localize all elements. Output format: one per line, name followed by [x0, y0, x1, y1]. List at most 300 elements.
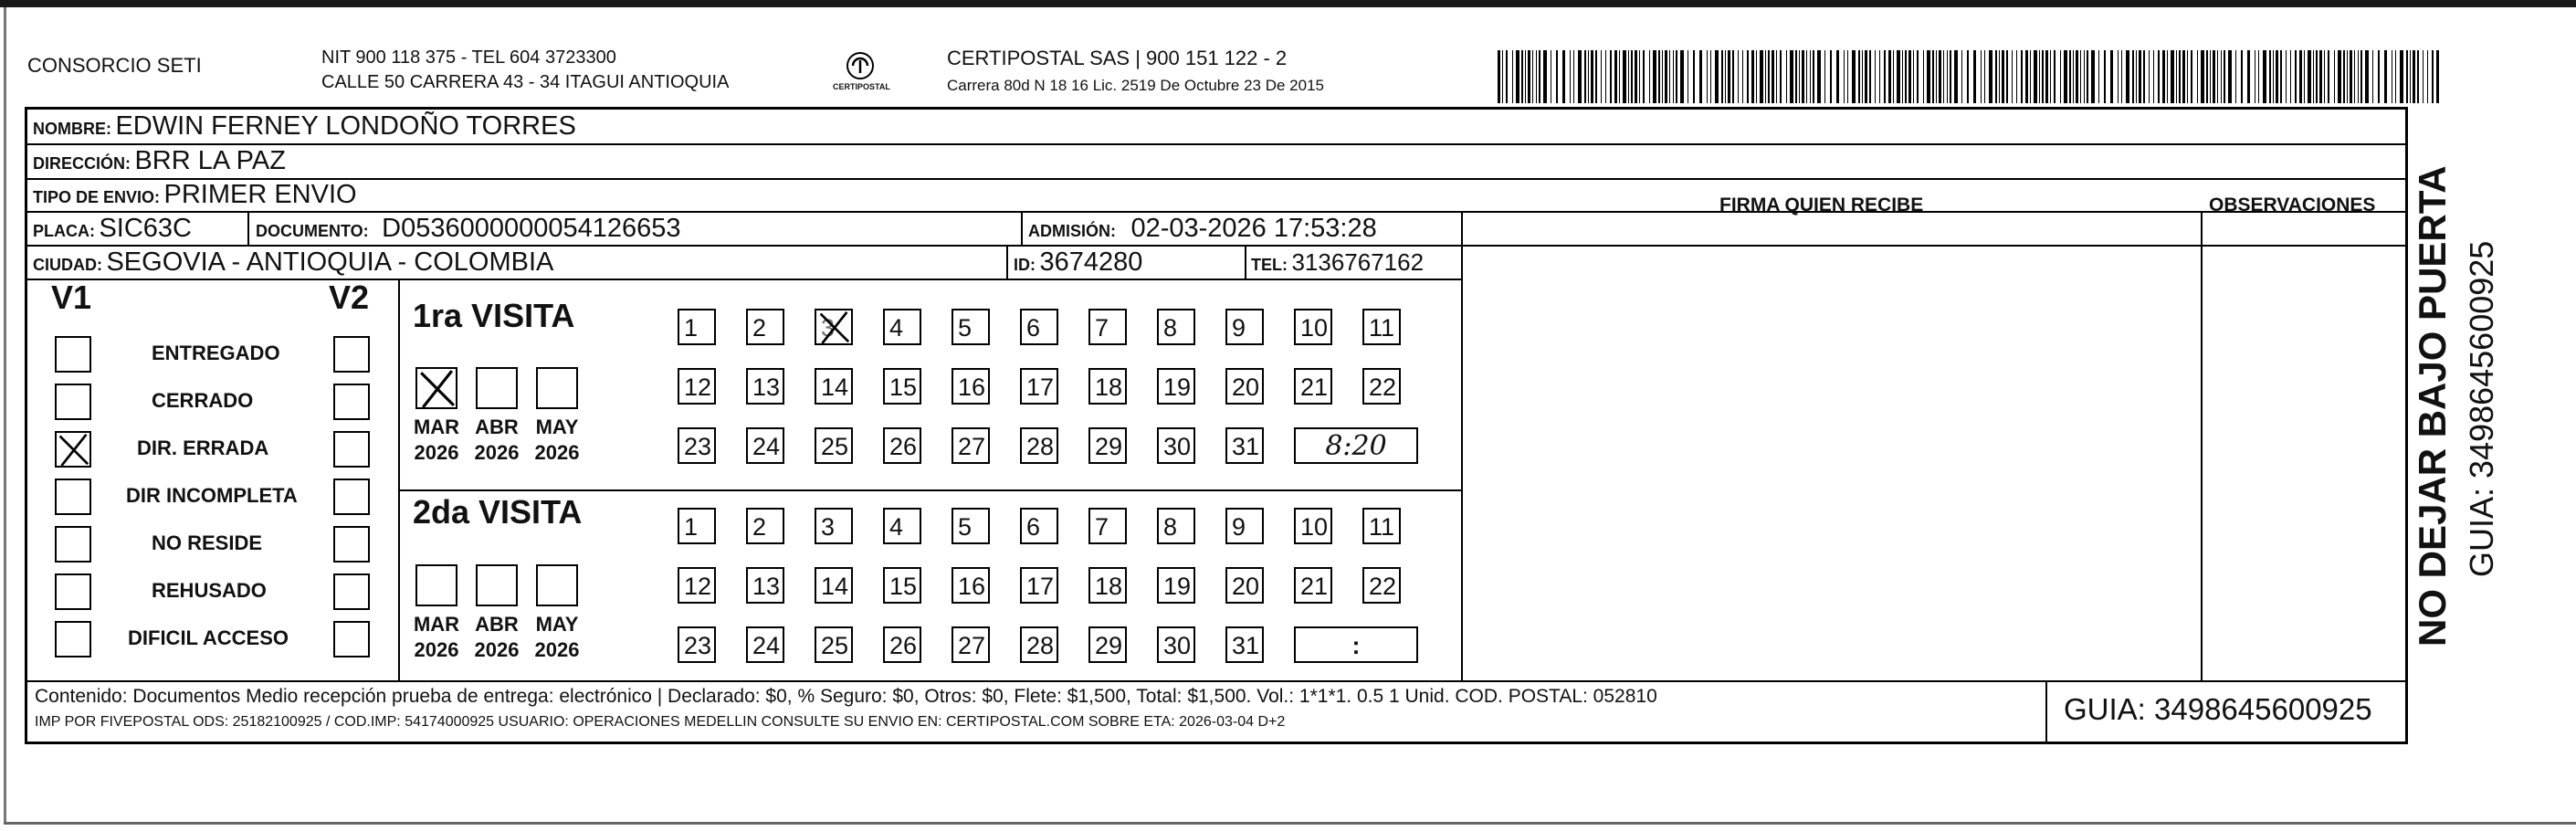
barcode-bar	[1653, 50, 1656, 103]
day-box[interactable]	[883, 368, 921, 405]
barcode-bar	[1628, 50, 1629, 103]
day-box[interactable]	[1088, 567, 1127, 604]
barcode-bar	[2158, 50, 2160, 103]
day-number: 27	[958, 632, 986, 659]
day-number: 5	[958, 513, 973, 541]
day-number: 6	[1026, 513, 1041, 541]
month-label	[465, 612, 529, 663]
barcode-bar	[2069, 50, 2071, 103]
barcode-bar	[2350, 50, 2352, 103]
barcode-bar	[2224, 50, 2225, 103]
month-name: ABR	[475, 416, 519, 438]
day-box[interactable]	[1088, 368, 1127, 405]
month-checkbox[interactable]	[476, 564, 518, 606]
month-year: 2026	[414, 441, 459, 464]
day-number: 1	[684, 513, 699, 541]
day-box[interactable]	[1225, 309, 1264, 345]
barcode-bar	[2413, 50, 2415, 103]
barcode-bar	[2002, 50, 2004, 103]
barcode-bar	[1502, 50, 1503, 103]
tel-label: TEL:	[1251, 256, 1288, 274]
time-box[interactable]	[1294, 427, 1418, 464]
day-box[interactable]	[1020, 626, 1058, 663]
barcode-bar	[1605, 50, 1606, 103]
day-box[interactable]	[678, 427, 716, 464]
barcode-bar	[2358, 50, 2359, 103]
day-box[interactable]	[1157, 508, 1195, 544]
day-number: 25	[821, 632, 849, 659]
barcode-bar	[1768, 50, 1770, 103]
day-number: 6	[1026, 314, 1041, 342]
day-box[interactable]	[815, 567, 853, 604]
day-number: 19	[1163, 573, 1192, 600]
check-mark-icon	[57, 433, 89, 466]
barcode-bar	[1649, 50, 1650, 103]
day-number: 21	[1300, 373, 1329, 401]
day-box[interactable]	[678, 508, 716, 544]
day-number: 22	[1369, 373, 1397, 401]
barcode-bar	[1610, 50, 1612, 103]
day-number: 10	[1300, 513, 1329, 541]
month-checkbox[interactable]	[476, 367, 518, 409]
footer-guia: GUIA: 3498645600925	[2064, 692, 2372, 726]
day-number: 12	[684, 373, 712, 401]
day-box[interactable]	[1225, 508, 1264, 544]
barcode-bar	[1943, 50, 1944, 103]
day-box[interactable]	[883, 309, 921, 345]
barcode-bar	[1830, 50, 1832, 103]
barcode-bar	[1888, 50, 1891, 103]
day-box[interactable]	[678, 567, 716, 604]
barcode-bar	[1913, 50, 1914, 103]
month-year: 2026	[414, 638, 459, 661]
day-box[interactable]	[746, 368, 784, 405]
barcode-bar	[1897, 50, 1900, 103]
day-number: 31	[1232, 433, 1260, 460]
month-label	[525, 612, 589, 663]
status-v2-checkbox[interactable]	[333, 336, 370, 373]
barcode-bar	[1573, 50, 1574, 103]
day-box[interactable]	[883, 508, 921, 544]
barcode-bar	[1623, 50, 1626, 103]
barcode-bar	[1528, 50, 1530, 103]
day-number: 23	[684, 632, 712, 659]
day-box[interactable]	[746, 567, 784, 604]
barcode-bar	[2324, 50, 2325, 103]
day-box[interactable]	[1362, 309, 1401, 345]
day-box[interactable]	[1088, 309, 1127, 345]
day-box[interactable]	[1157, 309, 1195, 345]
side-guia: GUIA: 3498645600925	[2463, 240, 2500, 577]
day-box[interactable]	[952, 309, 990, 345]
visit1-title: 1ra VISITA	[413, 297, 575, 334]
day-box[interactable]	[1294, 508, 1332, 544]
day-box[interactable]	[1157, 626, 1195, 663]
barcode-bar	[2016, 50, 2017, 103]
carrier-line: CERTIPOSTAL SAS | 900 151 122 - 2	[947, 47, 1288, 69]
day-box[interactable]	[1225, 368, 1264, 405]
nit-line: NIT 900 118 375 - TEL 604 3723300	[321, 47, 616, 68]
barcode-bar	[2436, 50, 2439, 103]
day-box[interactable]	[952, 368, 990, 405]
status-v1-checkbox[interactable]	[55, 431, 91, 468]
barcode-bar	[1927, 50, 1930, 103]
barcode-bar	[1619, 50, 1620, 103]
barcode-bar	[1635, 50, 1637, 103]
barcode-bar	[2217, 50, 2218, 103]
time-box[interactable]	[1294, 626, 1418, 663]
left-edge	[4, 7, 6, 822]
barcode-bar	[2187, 50, 2188, 103]
day-box[interactable]	[678, 368, 716, 405]
day-box[interactable]	[1088, 427, 1127, 464]
day-number: 3	[821, 314, 836, 342]
day-number: 1	[684, 314, 699, 342]
day-box[interactable]	[1157, 368, 1195, 405]
month-label	[525, 415, 589, 466]
day-box[interactable]	[1020, 368, 1058, 405]
day-number: 16	[958, 573, 986, 600]
month-label	[405, 612, 468, 663]
day-box[interactable]	[815, 309, 853, 345]
barcode-bar	[2076, 50, 2078, 103]
day-box[interactable]	[883, 567, 921, 604]
barcode-bar	[2295, 50, 2297, 103]
barcode-bar	[2045, 50, 2048, 103]
day-box[interactable]	[883, 427, 921, 464]
day-number: 9	[1232, 314, 1246, 342]
barcode-bar	[1584, 50, 1586, 103]
day-box[interactable]	[746, 309, 784, 345]
barcode-bar	[1806, 50, 1807, 103]
barcode-bar	[2273, 50, 2274, 103]
day-box[interactable]	[1157, 567, 1195, 604]
day-box[interactable]	[1020, 508, 1058, 544]
barcode-bar	[1643, 50, 1645, 103]
barcode-bar	[1810, 50, 1811, 103]
barcode-bar	[2136, 50, 2137, 103]
day-box[interactable]	[1225, 626, 1264, 663]
barcode-bar	[2201, 50, 2204, 103]
ciudad-cell	[33, 247, 553, 281]
barcode-bar	[1591, 50, 1593, 103]
nombre-row	[33, 111, 576, 145]
day-number: 8	[1163, 314, 1178, 342]
month-label	[465, 415, 529, 466]
barcode-bar	[1570, 50, 1571, 103]
barcode-bar	[1601, 50, 1602, 103]
barcode-bar	[2110, 50, 2113, 103]
barcode-bar	[2210, 50, 2211, 103]
address-line: CALLE 50 CARRERA 43 - 34 ITAGUI ANTIOQUIA	[321, 72, 730, 92]
day-number: 11	[1369, 513, 1395, 541]
day-box[interactable]	[1294, 567, 1332, 604]
day-box[interactable]	[815, 427, 853, 464]
barcode-bar	[2343, 50, 2345, 103]
barcode-bar	[2347, 50, 2348, 103]
barcode-bar	[2263, 50, 2266, 103]
day-number: 8	[1163, 513, 1178, 541]
barcode-bar	[1902, 50, 1903, 103]
barcode-bar	[1905, 50, 1907, 103]
month-name: MAY	[535, 613, 579, 636]
day-box[interactable]	[1362, 567, 1401, 604]
barcode-bar	[2006, 50, 2008, 103]
barcode-bar	[1673, 50, 1674, 103]
footer-print-line: IMP POR FIVEPOSTAL ODS: 25182100925 / COD.IMP: 54174000925 USUARIO: OPERACIONES MEDELLIN CONSULTE SU ENVIO EN: CERTIPOSTAL.COM SOBRE ETA: 2026-03-04 D+2	[35, 714, 1286, 730]
barcode-bar	[2313, 50, 2314, 103]
barcode-bar	[1936, 50, 1937, 103]
month-checkbox[interactable]	[536, 367, 578, 409]
day-number: 4	[889, 513, 904, 541]
day-number: 23	[684, 433, 712, 460]
barcode-bar	[2132, 50, 2134, 103]
day-box[interactable]	[1362, 368, 1401, 405]
status-v2-checkbox[interactable]	[333, 621, 370, 657]
day-number: 13	[752, 573, 781, 600]
month-checkbox[interactable]	[536, 564, 578, 606]
barcode-bar	[2406, 50, 2408, 103]
barcode-bar	[2365, 50, 2369, 103]
day-box[interactable]	[678, 626, 716, 663]
barcode-bar	[1532, 50, 1533, 103]
month-checkbox[interactable]	[415, 564, 457, 606]
day-box[interactable]	[1157, 427, 1195, 464]
barcode-bar	[2182, 50, 2185, 103]
barcode-bar	[1525, 50, 1526, 103]
firma-area[interactable]	[1463, 247, 2199, 678]
day-box[interactable]	[1225, 427, 1264, 464]
barcode-bar	[1710, 50, 1711, 103]
direccion-value: BRR LA PAZ	[134, 146, 286, 175]
status-v1-checkbox[interactable]	[55, 526, 91, 563]
barcode-bar	[1817, 50, 1821, 103]
day-number: 31	[1232, 632, 1260, 659]
status-v1-checkbox[interactable]	[55, 336, 91, 373]
barcode-bar	[2269, 50, 2271, 103]
id-label: ID:	[1014, 256, 1036, 274]
day-number: 24	[752, 433, 781, 460]
barcode-bar	[2378, 50, 2380, 103]
day-box[interactable]	[883, 626, 921, 663]
status-v1-checkbox[interactable]	[55, 573, 91, 610]
day-number: 11	[1369, 314, 1395, 342]
barcode-bar	[1780, 50, 1782, 103]
barcode-bar	[2126, 50, 2129, 103]
day-number: 28	[1026, 632, 1055, 659]
barcode-bar	[2054, 50, 2056, 103]
barcode-bar	[2176, 50, 2177, 103]
day-box[interactable]	[1088, 626, 1127, 663]
status-v1-checkbox[interactable]	[55, 621, 91, 657]
firma-header: FIRMA QUIEN RECIBE	[1719, 195, 1924, 216]
barcode-bar	[2087, 50, 2088, 103]
status-v2-checkbox[interactable]	[333, 479, 370, 515]
barcode-bar	[2021, 50, 2023, 103]
barcode-bar	[1995, 50, 1997, 103]
day-box[interactable]	[952, 567, 990, 604]
barcode-bar	[2179, 50, 2181, 103]
barcode-bar	[1760, 50, 1763, 103]
barcode-bar	[1614, 50, 1617, 103]
barcode-bar	[1765, 50, 1766, 103]
day-box[interactable]	[1362, 508, 1401, 544]
day-box[interactable]	[1020, 427, 1058, 464]
barcode-bar	[2084, 50, 2085, 103]
barcode-bar	[1961, 50, 1962, 103]
barcode-bar	[2118, 50, 2119, 103]
day-number: 29	[1095, 632, 1123, 659]
day-box[interactable]	[815, 368, 853, 405]
barcode-bar	[1588, 50, 1589, 103]
barcode-bar	[1950, 50, 1951, 103]
status-v2-checkbox[interactable]	[333, 573, 370, 610]
v2-header: V2	[329, 279, 370, 316]
admision-label: ADMISIÓN:	[1028, 222, 1116, 240]
day-number: 5	[958, 314, 973, 342]
month-label	[405, 415, 468, 466]
day-box[interactable]	[1088, 508, 1127, 544]
day-box[interactable]	[1294, 368, 1332, 405]
day-box[interactable]	[1294, 309, 1332, 345]
day-box[interactable]	[746, 427, 784, 464]
status-label: ENTREGADO	[152, 342, 280, 364]
day-number: 3	[821, 513, 836, 541]
day-number: 27	[958, 433, 986, 460]
day-number: 9	[1232, 513, 1246, 541]
status-label: REHUSADO	[152, 579, 267, 602]
day-box[interactable]	[815, 508, 853, 544]
placa-value: SIC63C	[99, 214, 192, 243]
barcode-bar	[2121, 50, 2122, 103]
barcode-bar	[1498, 50, 1500, 103]
status-v2-checkbox[interactable]	[333, 384, 370, 420]
barcode-bar	[2423, 50, 2424, 103]
day-number: 2	[752, 314, 767, 342]
day-number: 28	[1026, 433, 1055, 460]
day-number: 14	[821, 373, 849, 401]
barcode-bar	[1543, 50, 1547, 103]
day-number: 15	[889, 373, 918, 401]
barcode-bar	[2025, 50, 2028, 103]
status-v2-checkbox[interactable]	[333, 431, 370, 468]
barcode-bar	[2247, 50, 2250, 103]
status-v1-checkbox[interactable]	[55, 384, 91, 420]
day-number: 21	[1300, 573, 1329, 600]
barcode-bar	[2400, 50, 2403, 103]
barcode-bar	[2149, 50, 2150, 103]
month-name: MAY	[535, 416, 579, 438]
day-box[interactable]	[678, 309, 716, 345]
barcode-bar	[2034, 50, 2037, 103]
day-box[interactable]	[815, 626, 853, 663]
company-name: CONSORCIO SETI	[27, 54, 202, 77]
status-v2-checkbox[interactable]	[333, 526, 370, 563]
day-box[interactable]	[746, 626, 784, 663]
barcode-bar	[2143, 50, 2145, 103]
barcode-bar	[2064, 50, 2067, 103]
nombre-label: NOMBRE:	[33, 120, 111, 138]
barcode-bar	[2012, 50, 2013, 103]
day-box[interactable]	[952, 508, 990, 544]
barcode-bar	[1908, 50, 1911, 103]
barcode-bar	[1847, 50, 1848, 103]
documento-cell	[256, 214, 681, 247]
barcode-bar	[2276, 50, 2278, 103]
observaciones-header: OBSERVACIONES	[2209, 195, 2376, 216]
barcode-bar	[1680, 50, 1684, 103]
barcode-bar	[1989, 50, 1992, 103]
day-number: 20	[1232, 573, 1260, 600]
day-number: 13	[752, 373, 781, 401]
barcode-bar	[1658, 50, 1660, 103]
barcode-bar	[2030, 50, 2031, 103]
top-edge	[0, 0, 2576, 7]
barcode-bar	[2328, 50, 2329, 103]
day-box[interactable]	[746, 508, 784, 544]
day-box[interactable]	[952, 427, 990, 464]
barcode-bar	[1669, 50, 1670, 103]
admision-cell	[1028, 214, 1377, 247]
barcode-bar	[2091, 50, 2095, 103]
barcode-bar	[2228, 50, 2232, 103]
day-number: 17	[1026, 573, 1055, 600]
barcode-bar	[1562, 50, 1565, 103]
day-box[interactable]	[1020, 309, 1058, 345]
month-checkbox[interactable]	[415, 367, 457, 409]
status-label: NO RESIDE	[152, 531, 263, 554]
barcode-bar	[1512, 50, 1513, 103]
barcode-bar	[1676, 50, 1677, 103]
day-number: 7	[1095, 314, 1109, 342]
barcode-bar	[1973, 50, 1976, 103]
id-cell	[1014, 247, 1142, 281]
status-label: DIFICIL ACCESO	[128, 626, 289, 649]
barcode-bar	[1879, 50, 1880, 103]
tipo-row	[33, 180, 357, 214]
barcode-bar	[1923, 50, 1924, 103]
barcode-bar	[1786, 50, 1787, 103]
certipostal-logo	[833, 47, 888, 100]
day-number: 29	[1095, 433, 1123, 460]
barcode-bar	[1715, 50, 1719, 103]
barcode-bar	[1875, 50, 1876, 103]
day-number: 19	[1163, 373, 1192, 401]
tel-value: 3136767162	[1291, 248, 1425, 276]
day-box[interactable]	[952, 626, 990, 663]
day-number: 18	[1095, 373, 1123, 401]
barcode-bar	[2213, 50, 2215, 103]
status-label: DIR. ERRADA	[137, 437, 269, 459]
barcode-bar	[1725, 50, 1726, 103]
day-box[interactable]	[1020, 567, 1058, 604]
day-box[interactable]	[1225, 567, 1264, 604]
barcode-bar	[1516, 50, 1519, 103]
admision-value: 02-03-2026 17:53:28	[1130, 214, 1377, 243]
barcode-bar	[1869, 50, 1871, 103]
barcode-bar	[1865, 50, 1867, 103]
barcode-bar	[2360, 50, 2362, 103]
barcode-bar	[1858, 50, 1860, 103]
observaciones-area[interactable]	[2203, 247, 2403, 678]
barcode-bar	[2104, 50, 2106, 103]
barcode-bar	[2304, 50, 2305, 103]
barcode-bar	[1639, 50, 1640, 103]
month-name: ABR	[475, 613, 519, 636]
barcode-bar	[2060, 50, 2061, 103]
barcode-bar	[1742, 50, 1743, 103]
status-v1-checkbox[interactable]	[55, 479, 91, 515]
